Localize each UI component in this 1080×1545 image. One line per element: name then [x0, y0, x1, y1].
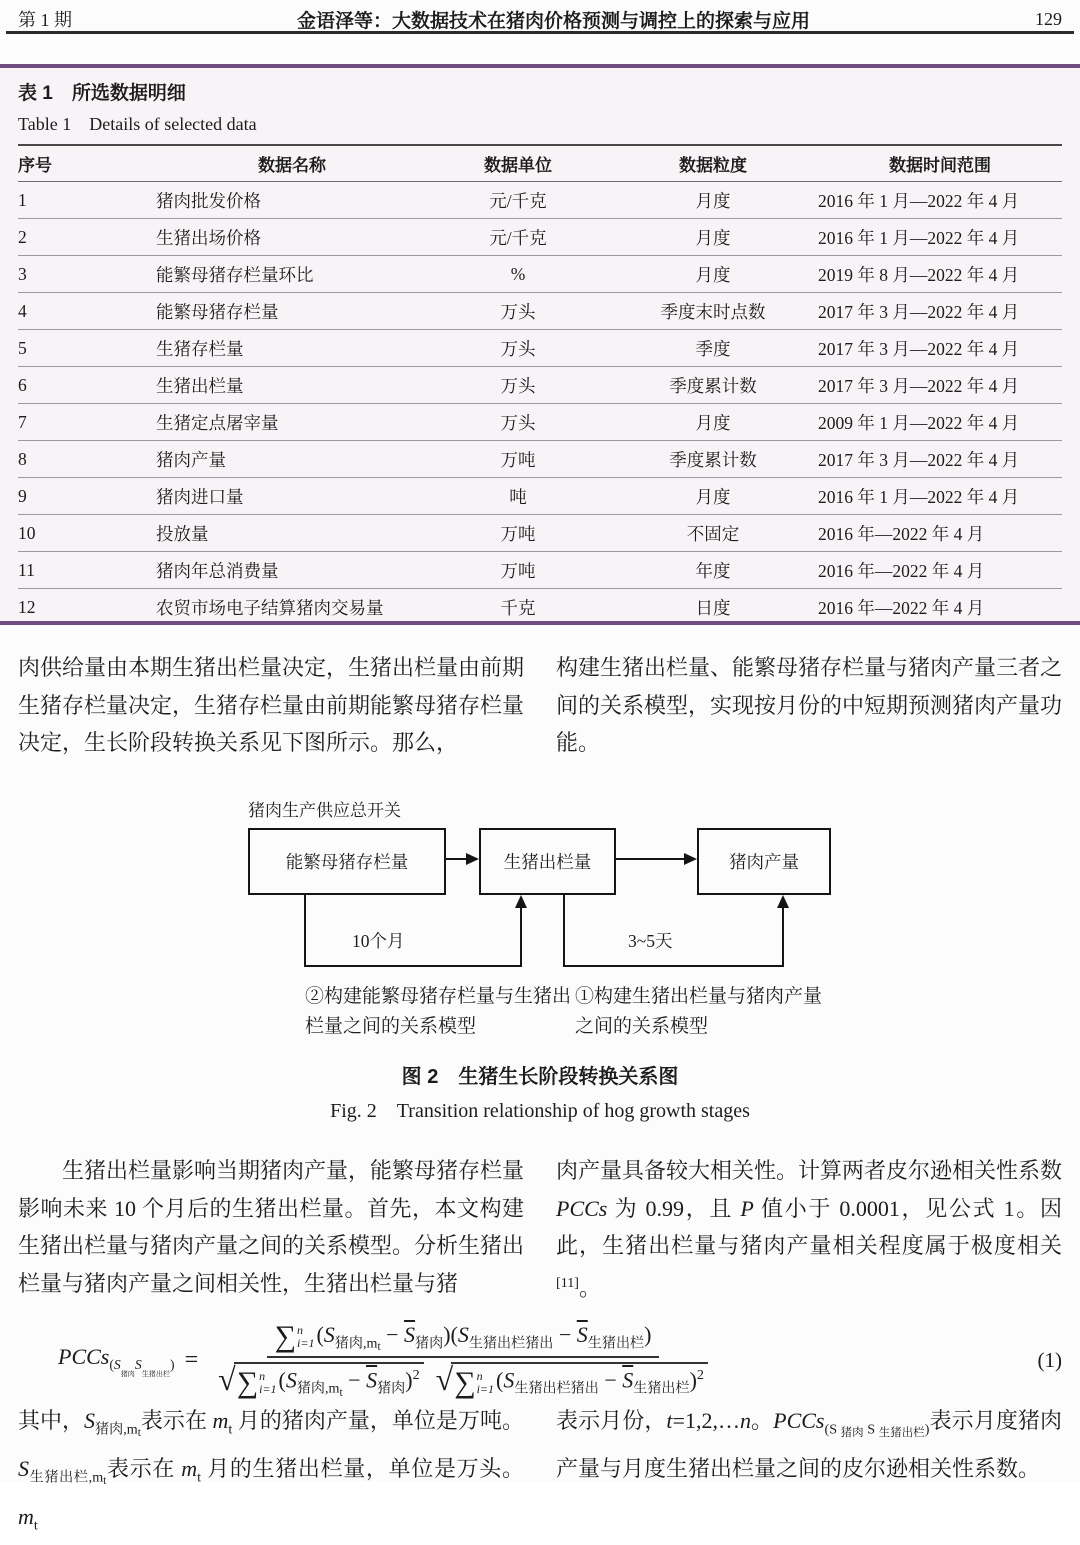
numerator-terms — [316, 1322, 651, 1352]
left-column — [18, 1152, 524, 1306]
table-cell: 季度 — [608, 330, 818, 367]
arrow-right-icon — [466, 853, 479, 865]
formula-numerator — [267, 1322, 660, 1358]
radical-icon: √ — [435, 1361, 454, 1398]
connector-line — [304, 965, 522, 967]
table-cell: 2016 年 1 月—2022 年 4 月 — [818, 478, 1062, 515]
formula-lhs-subscript — [109, 1357, 175, 1379]
text-run: t — [666, 1408, 673, 1433]
table-cell: 日度 — [695, 597, 731, 618]
text-run: S — [503, 1367, 515, 1393]
sigma-icon: ∑ — [236, 1365, 259, 1399]
table-cell: 万吨 — [428, 515, 608, 552]
paragraph — [556, 1402, 1062, 1487]
text-run: 生猪出栏猪出 — [468, 1335, 554, 1352]
page-number: 129 — [1034, 8, 1062, 29]
text-run: (S — [824, 1421, 841, 1438]
text-run: 生猪出栏 — [141, 1370, 171, 1379]
col-header-name: 数据名称 — [156, 145, 428, 182]
radicand — [451, 1362, 708, 1398]
table-cell: 猪肉批发价格 — [156, 182, 428, 219]
text-run: 猪肉,m — [95, 1421, 138, 1438]
table-cell: 2009 年 1 月—2022 年 4 月 — [818, 404, 1062, 441]
text-run: t — [33, 1517, 38, 1534]
text-run: S — [457, 1321, 469, 1347]
col-header-range: 数据时间范围 — [818, 145, 1062, 182]
table-cell: 猪肉年总消费量 — [156, 552, 428, 589]
table-cell: 万吨 — [428, 441, 608, 478]
table-cell: 季度累计数 — [608, 441, 818, 478]
table-cell: 农贸市场电子结算猪肉交易量 — [156, 597, 384, 618]
table-cell: 生猪出栏量 — [156, 367, 428, 404]
text-run: ) — [405, 1367, 413, 1393]
text-run: t — [228, 1421, 233, 1438]
equation-number: (1) — [1037, 1347, 1062, 1372]
table-row — [18, 293, 1062, 330]
table-cell: 2016 年—2022 年 4 月 — [818, 597, 985, 618]
text-run: $\overline{S}$ — [576, 1321, 588, 1347]
denominator-terms-1 — [279, 1367, 420, 1398]
table-row — [18, 404, 1062, 441]
diagram-box-hog-output: 生猪出栏量 — [479, 828, 616, 895]
table-row — [18, 367, 1062, 404]
table-cell: 生猪出场价格 — [156, 219, 428, 256]
table-cell: 千克 — [500, 597, 536, 618]
table-cell: 生猪存栏量 — [156, 330, 428, 367]
text-run: 表示在 — [106, 1455, 182, 1481]
limit-lower: i=1 — [297, 1336, 315, 1351]
text-run: 表示月份， — [556, 1408, 667, 1433]
data-table — [18, 144, 1062, 625]
arrow-shaft — [616, 858, 684, 860]
text-run: $\overline{S}$ — [622, 1367, 634, 1393]
table-cell: 2017 年 3 月—2022 年 4 月 — [818, 293, 1062, 330]
summation — [454, 1365, 495, 1399]
text-run: S — [84, 1408, 96, 1433]
sigma-icon: ∑ — [454, 1365, 476, 1399]
table-cell: 万头 — [428, 367, 608, 404]
text-run: 月的生猪出栏量，单位是万头。 — [201, 1455, 524, 1481]
text-run: PCCs — [773, 1408, 825, 1433]
text-run: ( — [496, 1367, 504, 1393]
limit-lower: i=1 — [259, 1381, 277, 1396]
text-run: S — [285, 1367, 297, 1393]
formula-fraction — [208, 1322, 718, 1398]
text-run: 猪肉,m — [296, 1381, 340, 1398]
table-row — [18, 589, 1062, 626]
text-run: ) — [689, 1367, 697, 1393]
radical-icon: √ — [218, 1361, 236, 1398]
denominator-terms-2 — [496, 1367, 704, 1398]
text-run: 生猪出栏,m — [29, 1469, 104, 1486]
table-cell: 月度 — [608, 182, 818, 219]
table-row — [18, 219, 1062, 256]
connector-line — [563, 965, 784, 967]
table-cell: 月度 — [608, 219, 818, 256]
diagram-box-sow-inventory: 能繁母猪存栏量 — [248, 828, 446, 895]
table-cell: 能繁母猪存栏量环比 — [156, 256, 428, 293]
text-run: S — [18, 1455, 29, 1481]
paragraph — [18, 1402, 524, 1545]
table-cell: 5 — [18, 330, 156, 367]
running-head — [18, 6, 1062, 32]
table-cell: 月度 — [608, 478, 818, 515]
text-run: t — [137, 1427, 141, 1440]
text-run: 生猪出栏 — [633, 1381, 690, 1398]
formula-lhs-main — [58, 1344, 109, 1369]
text-run: ( — [316, 1321, 324, 1347]
table-cell: 万吨 — [428, 552, 608, 589]
text-run: 。 — [578, 1274, 601, 1300]
issue-number: 第 1 期 — [18, 10, 72, 30]
summation-limits — [259, 1370, 276, 1396]
equals-sign: = — [184, 1346, 199, 1373]
text-run: t — [339, 1387, 343, 1400]
table-cell: 不固定 — [608, 515, 818, 552]
text-run: =1,2,… — [672, 1408, 740, 1433]
body-columns-2 — [18, 1152, 1062, 1306]
limit-lower: i=1 — [476, 1381, 495, 1396]
summation — [275, 1322, 315, 1352]
table-cell: 能繁母猪存栏量 — [156, 293, 428, 330]
table-row — [18, 552, 1062, 589]
connector-line — [782, 907, 784, 967]
text-run: ( — [278, 1367, 286, 1393]
table-cell: 7 — [18, 404, 156, 441]
table-cell: 生猪定点屠宰量 — [156, 404, 428, 441]
table-cell: 8 — [18, 441, 156, 478]
paragraph: 生猪出栏量影响当期猪肉产量，能繁母猪存栏量影响未来 10 个月后的生猪出栏量。首先，本文构建生猪出栏量与猪肉产量之间的关系模型。分析生猪出栏量与猪肉产量之间相关性，生猪出栏量与猪 — [18, 1158, 525, 1296]
text-run: − — [553, 1321, 577, 1347]
table-cell: 4 — [18, 293, 156, 330]
paragraph — [556, 1152, 1062, 1306]
text-run: P — [740, 1195, 754, 1221]
table-cell: 猪肉产量 — [156, 441, 428, 478]
summation — [236, 1365, 277, 1399]
text-run: 2 — [696, 1367, 704, 1384]
text-run: ) — [644, 1321, 652, 1347]
table-cell: 万头 — [428, 330, 608, 367]
right-column — [556, 1152, 1062, 1306]
col-header-seq: 序号 — [18, 145, 156, 182]
text-run: ) — [924, 1421, 930, 1438]
table-row — [18, 256, 1062, 293]
text-run: n — [739, 1408, 751, 1433]
text-run: t — [197, 1469, 202, 1486]
table-cell: 猪肉进口量 — [156, 478, 428, 515]
left-column — [18, 649, 524, 762]
text-run: t — [103, 1475, 107, 1488]
right-column — [556, 649, 1062, 762]
formula-lhs — [58, 1343, 175, 1379]
table-cell: 2016 年 1 月—2022 年 4 月 — [818, 219, 1062, 256]
connector-label-days: 3~5天 — [628, 931, 673, 951]
table-cell: % — [428, 256, 608, 293]
table-cell: 2016 年 1 月—2022 年 4 月 — [818, 182, 1062, 219]
text-run: − — [598, 1367, 623, 1393]
table-cell: 月度 — [608, 256, 818, 293]
right-column — [556, 1402, 1062, 1545]
text-run: 猪肉 — [415, 1335, 444, 1352]
text-run: m — [212, 1408, 229, 1433]
text-run: ) — [170, 1357, 175, 1373]
arrow-right-icon — [684, 853, 697, 865]
header-rule — [6, 31, 1074, 34]
paragraph: 肉供给量由本期生猪出栏量决定，生猪出栏量由前期生猪存栏量决定，生猪存栏量由前期能繁母猪存栏量决定，生长阶段转换关系见下图所示。那么， — [18, 655, 525, 755]
text-run: 生猪出栏猪出 — [514, 1381, 599, 1398]
text-run: 为 0.99，且 — [607, 1195, 741, 1221]
arrow-up-icon — [515, 895, 527, 908]
table-row — [18, 515, 1062, 552]
text-run: 2 — [412, 1367, 420, 1384]
text-run: t — [377, 1341, 381, 1354]
text-run: − — [380, 1321, 405, 1347]
diagram-switch-label: 猪肉生产供应总开关 — [248, 801, 401, 820]
table-cell: 2017 年 3 月—2022 年 4 月 — [818, 367, 1062, 404]
table-row — [18, 182, 1062, 219]
figure-caption-cn: 图 2 生猪生长阶段转换关系图 — [401, 1066, 679, 1088]
text-run: 猪肉 — [377, 1381, 406, 1398]
text-run: 猪肉 — [120, 1370, 135, 1379]
summation-limits — [477, 1370, 494, 1396]
table-cell: 11 — [18, 552, 156, 589]
table-row — [18, 330, 1062, 367]
table-row — [18, 478, 1062, 515]
text-run: S — [323, 1321, 335, 1347]
table-cell: 9 — [18, 478, 156, 515]
table-cell: 1 — [18, 182, 156, 219]
text-run: 其中， — [18, 1408, 85, 1433]
text-run: 猪肉,m — [334, 1335, 378, 1352]
table-cell: 万头 — [428, 404, 608, 441]
table-cell: 2017 年 3 月—2022 年 4 月 — [818, 441, 1062, 478]
diagram-note-2: ②构建能繁母猪存栏量与生猪出 栏量之间的关系模型 — [305, 986, 572, 1037]
table-title-cn: 表 1 所选数据明细 — [18, 83, 186, 104]
table-title-en: Table 1 Details of selected data — [18, 114, 257, 134]
connector-line — [520, 907, 522, 967]
limit-upper: n — [259, 1368, 266, 1383]
sigma-icon: ∑ — [274, 1320, 297, 1354]
table-cell: 投放量 — [156, 515, 428, 552]
text-run: 月的猪肉产量，单位是万吨。 — [232, 1408, 524, 1433]
table-cell: 季度累计数 — [608, 367, 818, 404]
text-run: − — [342, 1367, 367, 1393]
sqrt-term-1 — [218, 1362, 424, 1398]
left-column — [18, 1402, 524, 1545]
table-cell: 12 — [18, 596, 36, 617]
text-run: 生猪出栏 — [587, 1335, 645, 1352]
table-header — [18, 145, 1062, 182]
table-cell: 3 — [18, 256, 156, 293]
summation-limits — [297, 1324, 314, 1350]
table-cell: 2016 年—2022 年 4 月 — [818, 515, 1062, 552]
table-header-row — [18, 145, 1062, 182]
text-run: 肉产量具备较大相关性。计算两者皮尔逊相关性系数 — [556, 1158, 1063, 1183]
arrow-shaft — [446, 858, 468, 860]
sqrt-term-2 — [436, 1362, 708, 1398]
table-cell: 2016 年—2022 年 4 月 — [818, 552, 1062, 589]
text-run: 。 — [750, 1408, 774, 1433]
table-row — [18, 441, 1062, 478]
text-run: m — [18, 1503, 34, 1529]
table-cell: 2 — [18, 219, 156, 256]
table-cell: 吨 — [428, 478, 608, 515]
body-columns-1 — [18, 649, 1062, 762]
diagram-box-pork-production: 猪肉产量 — [697, 828, 831, 895]
text-run: [11] — [556, 1274, 579, 1291]
col-header-granularity: 数据粒度 — [608, 145, 818, 182]
running-title: 金语泽等：大数据技术在猪肉价格预测与调控上的探索与应用 — [296, 10, 810, 32]
text-run: S — [863, 1421, 879, 1438]
table-section — [0, 64, 1080, 625]
table-cell: 月度 — [608, 404, 818, 441]
text-run: 表示月度猪肉产量与月度生猪出栏量之间的皮尔逊相关性系数。 — [556, 1408, 1062, 1481]
text-run: 表示在 — [140, 1408, 213, 1433]
figure-caption-en: Fig. 2 Transition relationship of hog growth stages — [330, 1100, 750, 1122]
radicand — [234, 1362, 424, 1398]
text-run: S — [113, 1357, 121, 1373]
limit-upper: n — [297, 1323, 304, 1338]
table-cell: 2017 年 3 月—2022 年 4 月 — [818, 330, 1062, 367]
table-cell: 元/千克 — [428, 219, 608, 256]
text-run: m — [181, 1455, 198, 1481]
table-cell: 万头 — [428, 293, 608, 330]
arrow-up-icon — [777, 895, 789, 908]
text-run: S — [134, 1357, 142, 1373]
table-cell: 10 — [18, 515, 156, 552]
text-run: ( — [109, 1357, 114, 1373]
text-run: )( — [443, 1321, 458, 1347]
formula-denominator — [208, 1358, 718, 1398]
text-run: $\overline{S}$ — [404, 1321, 416, 1347]
text-run: 猪肉 — [840, 1427, 864, 1440]
paragraph: 构建生猪出栏量、能繁母猪存栏量与猪肉产量三者之间的关系模型，实现按月份的中短期预测猪肉产量功能。 — [556, 655, 1063, 755]
diagram-note-1: ①构建生猪出栏量与猪肉产量 之间的关系模型 — [575, 986, 823, 1037]
table-cell: 2019 年 8 月—2022 年 4 月 — [818, 256, 1062, 293]
text-run: 值小于 0.0001，见公式 1。因此，生猪出栏量与猪肉产量相关程度属于极度相关 — [556, 1195, 1062, 1258]
table-cell: 年度 — [608, 552, 818, 589]
text-run: 生猪出栏 — [878, 1427, 925, 1440]
connector-label-months: 10个月 — [352, 931, 405, 951]
connector-line — [304, 895, 306, 967]
table-body — [18, 182, 1062, 626]
text-run: PCCs — [556, 1195, 608, 1221]
formula-block — [18, 1312, 1062, 1408]
text-run: $\overline{S}$ — [366, 1367, 378, 1393]
body-columns-3 — [18, 1402, 1062, 1545]
col-header-unit: 数据单位 — [428, 145, 608, 182]
connector-line — [563, 895, 565, 967]
table-cell: 6 — [18, 367, 156, 404]
table-cell: 元/千克 — [428, 182, 608, 219]
table-cell: 季度末时点数 — [608, 293, 818, 330]
figure-diagram — [0, 790, 1080, 1048]
limit-upper: n — [476, 1368, 483, 1383]
text-run: PCCs — [58, 1343, 110, 1369]
